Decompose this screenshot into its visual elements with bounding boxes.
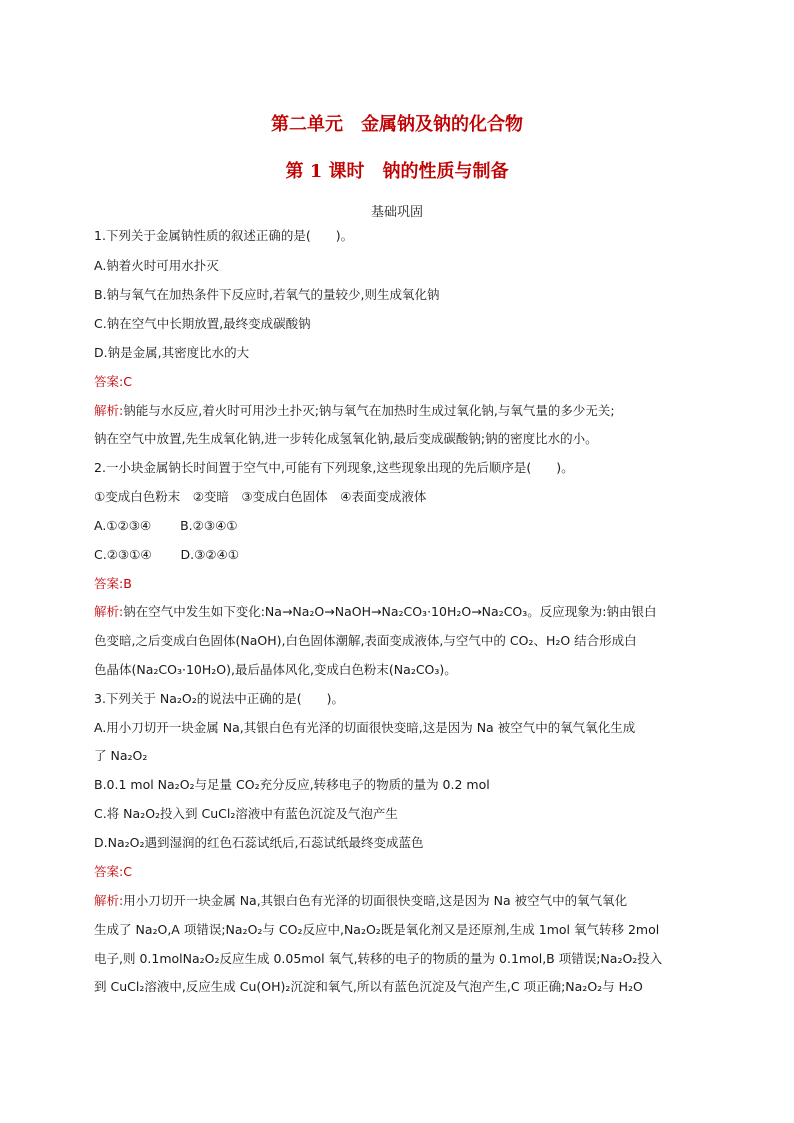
q1-option-d: D.钠是金属,其密度比水的大 [94,345,250,360]
q1-explanation-label: 解析: [94,403,124,418]
q3-option-a-line2: 了 Na₂O₂ [94,748,148,763]
q2-options-ab: A.①②③④ B.②③④① [94,518,238,533]
q3-explanation-line4: 到 CuCl₂溶液中,反应生成 Cu(OH)₂沉淀和氧气,所以有蓝色沉淀及气泡产生,C 项正确;Na₂O₂与 H₂O [94,979,643,994]
q1-explanation-line2: 钠在空气中放置,先生成氧化钠,进一步转化成氢氧化钠,最后变成碳酸钠;钠的密度比水的小。 [94,431,598,446]
q3-option-d: D.Na₂O₂遇到湿润的红色石蕊试纸后,石蕊试纸最终变成蓝色 [94,835,424,850]
q2-explanation-line3: 色晶体(Na₂CO₃·10H₂O),最后晶体风化,变成白色粉末(Na₂CO₃)。 [94,662,457,677]
section-heading: 基础巩固 [370,205,423,220]
q3-explanation-label: 解析: [94,893,124,908]
q3-explanation-line3: 电子,则 0.1molNa₂O₂反应生成 0.05mol 氧气,转移的电子的物质的量为 0.1mol,B 项错误;Na₂O₂投入 [94,951,663,966]
q3-explanation-line1 [94,891,627,911]
q1-option-c: C.钠在空气中长期放置,最终变成碳酸钠 [94,316,311,331]
q3-option-a-line1: A.用小刀切开一块金属 Na,其银白色有光泽的切面很快变暗,这是因为 Na 被空气中的氧气氧化生成 [94,720,636,735]
q3-explanation-text1: 用小刀切开一块金属 Na,其银白色有光泽的切面很快变暗,这是因为 Na 被空气中的氧气氧化 [123,893,628,908]
q3-option-b: B.0.1 mol Na₂O₂与足量 CO₂充分反应,转移电子的物质的量为 0.2 mol [94,777,490,792]
unit-title: 第二单元 金属钠及钠的化合物 [271,114,523,135]
q1-option-a: A.钠着火时可用水扑灭 [94,258,219,273]
q2-stem: 2.一小块金属钠长时间置于空气中,可能有下列现象,这些现象出现的先后顺序是( )。 [94,460,574,475]
q1-option-b: B.钠与氧气在加热条件下反应时,若氧气的量较少,则生成氧化钠 [94,287,440,302]
q3-explanation-line2: 生成了 Na₂O,A 项错误;Na₂O₂与 CO₂反应中,Na₂O₂既是氧化剂又是还原剂,生成 1mol 氧气转移 2mol [94,922,660,937]
q1-answer: 答案:C [94,374,132,389]
q1-stem: 1.下列关于金属钠性质的叙述正确的是( )。 [94,228,354,243]
q1-explanation-line1 [94,401,615,421]
q3-stem: 3.下列关于 Na₂O₂的说法中正确的是( )。 [94,691,345,706]
q2-options-cd: C.②③①④ D.③②④① [94,547,239,562]
q2-explanation-text1: 钠在空气中发生如下变化:Na→Na₂O→NaOH→Na₂CO₃·10H₂O→Na₂CO₃。反应现象为:钠由银白 [123,604,657,619]
q2-explanation-line1 [94,602,656,622]
q2-explanation-line2: 色变暗,之后变成白色固体(NaOH),白色固体潮解,表面变成液体,与空气中的 CO₂、H₂O 结合形成白 [94,633,637,648]
q3-answer: 答案:C [94,864,132,879]
q1-explanation-text1: 钠能与水反应,着火时可用沙土扑灭;钠与氧气在加热时生成过氧化钠,与氧气量的多少无关; [123,403,615,418]
q2-answer: 答案:B [94,576,132,591]
lesson-title: 第 1 课时 钠的性质与制备 [285,161,509,182]
q3-option-c: C.将 Na₂O₂投入到 CuCl₂溶液中有蓝色沉淀及气泡产生 [94,806,398,821]
q2-explanation-label: 解析: [94,604,124,619]
q2-phenomena: ①变成白色粉末 ②变暗 ③变成白色固体 ④表面变成液体 [94,489,427,504]
